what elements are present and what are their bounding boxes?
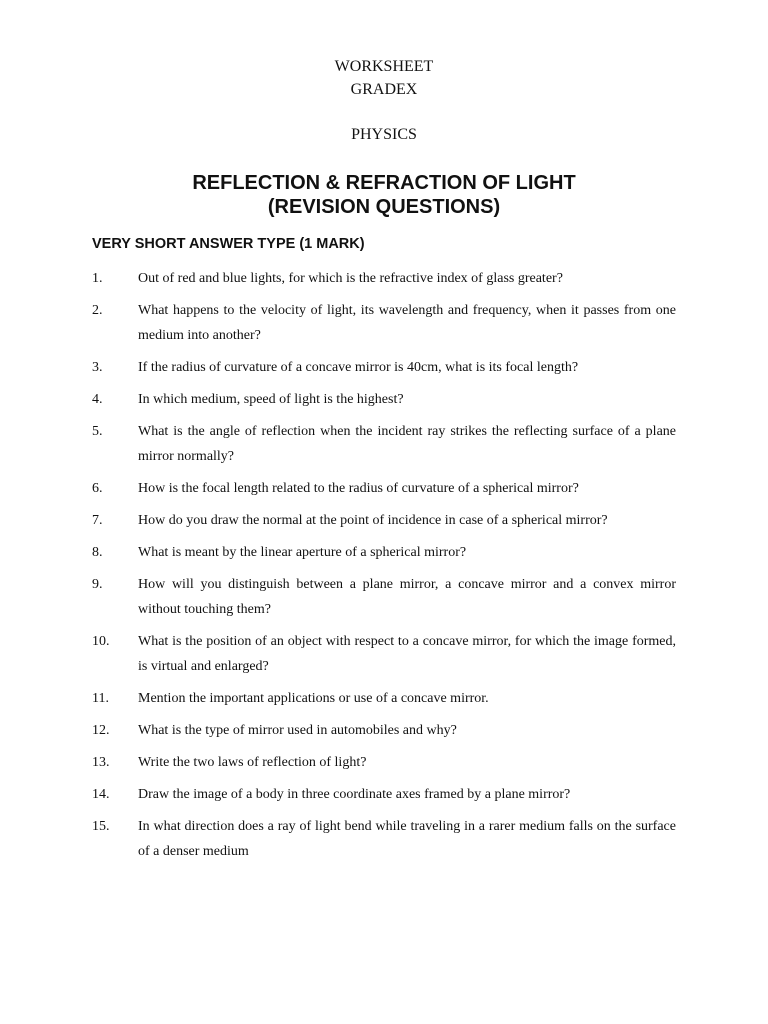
question-item — [92, 572, 676, 622]
worksheet-label: WORKSHEET — [334, 58, 434, 75]
question-number: 11. — [92, 691, 109, 706]
question-number: 2. — [92, 303, 103, 318]
question-item — [92, 782, 676, 807]
question-text: If the radius of curvature of a concave mirror is 40cm, what is its focal length? — [138, 360, 579, 375]
question-number: 7. — [92, 513, 103, 528]
question-item — [92, 476, 676, 501]
question-number: 5. — [92, 424, 103, 439]
question-item — [92, 387, 676, 412]
question-text: In what direction does a ray of light bend while traveling in a rarer medium falls on the surface of a denser medium — [138, 819, 676, 859]
question-item — [92, 266, 676, 291]
question-number: 13. — [92, 755, 110, 770]
question-text: What is the position of an object with respect to a concave mirror, for which the image formed, is virtual and enlarged? — [138, 634, 676, 674]
question-number: 3. — [92, 360, 103, 375]
question-text: How will you distinguish between a plane mirror, a concave mirror and a convex mirror without touching them? — [138, 577, 676, 617]
question-text: Mention the important applications or use of a concave mirror. — [138, 691, 489, 706]
question-item — [92, 629, 676, 679]
question-text: Draw the image of a body in three coordinate axes framed by a plane mirror? — [138, 787, 571, 802]
question-item — [92, 508, 676, 533]
question-item — [92, 419, 676, 469]
question-text: How do you draw the normal at the point of incidence in case of a spherical mirror? — [138, 513, 608, 528]
question-item — [92, 298, 676, 348]
question-item — [92, 540, 676, 565]
question-text: In which medium, speed of light is the highest? — [138, 392, 404, 407]
question-number: 10. — [92, 634, 110, 649]
question-list — [92, 266, 676, 871]
document-title-line-2: (REVISION QUESTIONS) — [267, 196, 501, 218]
question-number: 9. — [92, 577, 103, 592]
question-number: 12. — [92, 723, 110, 738]
subject-label: PHYSICS — [351, 126, 417, 143]
question-item — [92, 355, 676, 380]
question-number: 1. — [92, 271, 103, 286]
question-text: What is the type of mirror used in automobiles and why? — [138, 723, 457, 738]
question-number: 4. — [92, 392, 103, 407]
question-item — [92, 814, 676, 864]
question-number: 14. — [92, 787, 110, 802]
question-item — [92, 718, 676, 743]
question-text: Out of red and blue lights, for which is the refractive index of glass greater? — [138, 271, 563, 286]
question-text: What is the angle of reflection when the incident ray strikes the reflecting surface of a plane mirror normally? — [138, 424, 676, 464]
question-text: How is the focal length related to the radius of curvature of a spherical mirror? — [138, 481, 579, 496]
document-title-line-1: REFLECTION & REFRACTION OF LIGHT — [192, 172, 576, 194]
question-number: 8. — [92, 545, 103, 560]
question-text: What happens to the velocity of light, its wavelength and frequency, when it passes from one medium into another? — [138, 303, 676, 343]
question-item — [92, 750, 676, 775]
question-text: Write the two laws of reflection of light? — [138, 755, 367, 770]
question-text: What is meant by the linear aperture of a spherical mirror? — [138, 545, 467, 560]
grade-label: GRADEX — [350, 81, 418, 98]
question-number: 15. — [92, 819, 110, 834]
section-heading: VERY SHORT ANSWER TYPE (1 MARK) — [92, 236, 365, 252]
question-item — [92, 686, 676, 711]
question-number: 6. — [92, 481, 103, 496]
